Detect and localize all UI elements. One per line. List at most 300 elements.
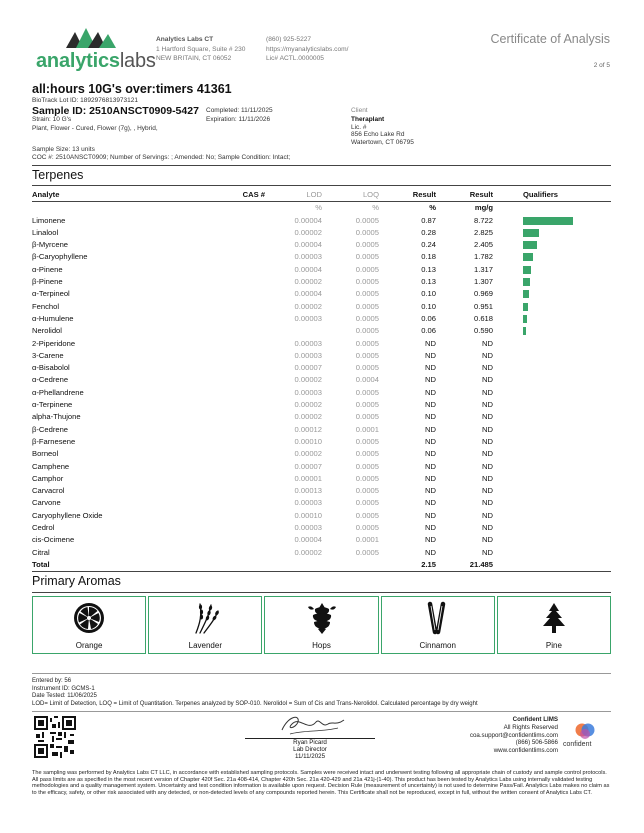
analyte-cell: β-Myrcene [32, 240, 69, 250]
lavender-icon [188, 601, 222, 635]
analyte-cell: Camphor [32, 473, 64, 483]
table-row [32, 350, 611, 362]
lab-logo [36, 26, 156, 74]
lod-cell: 0.00002 [294, 412, 322, 422]
result-cell: ND [425, 498, 436, 508]
result-mg-cell: 8.722 [473, 215, 493, 225]
lims-email-link[interactable]: coa.support@confidentlims.com [469, 731, 558, 739]
table-row [32, 227, 611, 239]
cas-cell [187, 461, 265, 473]
unit-result: % [429, 203, 436, 213]
qualifier-cell [493, 411, 611, 423]
loq-cell: 0.0005 [355, 240, 379, 250]
qr-code-icon[interactable] [34, 716, 76, 758]
lod-cell [265, 325, 322, 337]
result-cell: ND [425, 486, 436, 496]
analyte-cell: Citral [32, 547, 50, 557]
loq-cell: 0.0005 [355, 338, 379, 348]
result-bar [523, 253, 533, 261]
lod-cell: 0.00002 [294, 375, 322, 385]
col-qualifiers: Qualifiers [493, 189, 611, 202]
col-loq: LOQ [322, 189, 379, 202]
result-cell: 0.10 [421, 301, 436, 311]
loq-cell: 0.0005 [355, 301, 379, 311]
lab-address: Analytics Labs CT 1 Hartford Square, Suite # 230 NEW BRITAIN, CT 06052 [156, 36, 246, 62]
col-result: Result [379, 189, 436, 202]
lod-cell: 0.00002 [294, 547, 322, 557]
lod-cell: 0.00004 [294, 535, 322, 545]
result-mg-cell: 1.317 [473, 264, 493, 274]
result-cell: 0.06 [421, 326, 436, 336]
lod-cell: 0.00002 [294, 400, 322, 410]
lod-cell: 0.00002 [294, 301, 322, 311]
empty-cell [265, 559, 322, 572]
result-mg-cell: ND [482, 461, 493, 471]
table-row [32, 461, 611, 473]
loq-cell: 0.0005 [355, 400, 379, 410]
product-details: Strain: 10 G's Plant, Flower - Cured, Flower (7g), , Hybrid, [32, 116, 158, 132]
result-mg-cell: ND [482, 473, 493, 483]
qualifier-cell [493, 485, 611, 497]
qualifier-cell [493, 399, 611, 411]
lod-cell: 0.00007 [294, 363, 322, 373]
analyte-cell: α-Pinene [32, 264, 63, 274]
cas-cell [187, 534, 265, 546]
result-mg-cell: 1.782 [473, 252, 493, 262]
lod-cell: 0.00003 [294, 498, 322, 508]
table-row [32, 485, 611, 497]
cas-cell [187, 522, 265, 534]
result-cell: ND [425, 461, 436, 471]
lod-cell: 0.00007 [294, 461, 322, 471]
lod-cell: 0.00003 [294, 523, 322, 533]
qualifier-cell [493, 374, 611, 386]
analyte-cell: α-Cedrene [32, 375, 69, 385]
result-cell: 0.06 [421, 313, 436, 323]
cas-cell [187, 424, 265, 436]
table-row [32, 288, 611, 300]
col-lod: LOD [265, 189, 322, 202]
cas-cell [187, 497, 265, 509]
result-mg-cell: ND [482, 523, 493, 533]
aroma-card-orange [32, 596, 146, 654]
logo-mountains-icon [66, 26, 116, 50]
analyte-cell: β-Pinene [32, 277, 63, 287]
result-cell: 0.13 [421, 264, 436, 274]
lod-cell: 0.00004 [294, 289, 322, 299]
result-cell: 0.28 [421, 227, 436, 237]
loq-cell: 0.0005 [355, 326, 379, 336]
table-row [32, 338, 611, 350]
biotrack-lot-id: BioTrack Lot ID: 1892976813973121 [32, 97, 139, 104]
result-bar [523, 266, 531, 274]
cas-cell [187, 374, 265, 386]
qualifier-cell [493, 288, 611, 300]
sample-id: Sample ID: 2510ANSCT0909-5427 [32, 105, 199, 117]
analyte-cell: α-Humulene [32, 313, 74, 323]
pine-tree-icon [537, 601, 571, 635]
result-bar [523, 278, 530, 286]
qualifier-cell [493, 350, 611, 362]
lab-contact: (860) 925-5227 https://myanalyticslabs.com/ Lic# ACTL.0000005 [266, 36, 349, 62]
qualifier-cell [493, 547, 611, 559]
terpenes-table [32, 189, 611, 572]
result-cell: ND [425, 436, 436, 446]
total-result: 2.15 [379, 559, 436, 572]
loq-cell: 0.0005 [355, 473, 379, 483]
analyte-cell: Carvone [32, 498, 61, 508]
table-row [32, 301, 611, 313]
aroma-label: Pine [545, 641, 562, 650]
terpenes-section-title: Terpenes [32, 168, 84, 182]
cas-cell [187, 387, 265, 399]
qualifier-cell [493, 534, 611, 546]
total-label: Total [32, 559, 187, 572]
result-mg-cell: ND [482, 412, 493, 422]
qualifier-cell [493, 338, 611, 350]
aroma-card-pine [497, 596, 611, 654]
qualifier-cell [493, 436, 611, 448]
result-cell: 0.10 [421, 289, 436, 299]
coc-info: COC #: 2510ANSCT0909; Number of Servings: ; Amended: No; Sample Condition: Intact; [32, 154, 291, 161]
result-mg-cell: ND [482, 449, 493, 459]
divider [32, 165, 611, 166]
qualifier-cell [493, 276, 611, 288]
result-mg-cell: ND [482, 363, 493, 373]
lod-cell: 0.00001 [294, 473, 322, 483]
result-cell: ND [425, 350, 436, 360]
result-mg-cell: ND [482, 547, 493, 557]
loq-cell: 0.0005 [355, 289, 379, 299]
qualifier-cell [493, 473, 611, 485]
result-mg-cell: ND [482, 400, 493, 410]
loq-cell: 0.0005 [355, 215, 379, 225]
qualifier-cell [493, 424, 611, 436]
cas-cell [187, 276, 265, 288]
loq-cell: 0.0005 [355, 523, 379, 533]
aroma-card-lavender [148, 596, 262, 654]
analyte-cell: Limonene [32, 215, 66, 225]
cas-cell [187, 288, 265, 300]
total-row [32, 559, 611, 572]
aromas-grid [32, 596, 611, 654]
divider [32, 673, 611, 674]
lod-cell: 0.00013 [294, 486, 322, 496]
result-mg-cell: 0.951 [473, 301, 493, 311]
lod-cell: 0.00003 [294, 387, 322, 397]
lod-cell: 0.00002 [294, 227, 322, 237]
result-cell: ND [425, 449, 436, 459]
table-row [32, 399, 611, 411]
table-row [32, 547, 611, 559]
table-row [32, 522, 611, 534]
qualifier-cell [493, 301, 611, 313]
result-bar [523, 303, 528, 311]
loq-cell: 0.0005 [355, 387, 379, 397]
cas-cell [187, 510, 265, 522]
qualifier-cell [493, 215, 611, 227]
cas-cell [187, 251, 265, 263]
analyte-cell: α-Terpinene [32, 400, 73, 410]
analyte-cell: β-Farnesene [32, 436, 76, 446]
cas-cell [187, 485, 265, 497]
product-dates: Completed: 11/11/2025 Expiration: 11/11/2026 [206, 107, 273, 123]
lod-cell: 0.00004 [294, 215, 322, 225]
table-row [32, 436, 611, 448]
analyte-cell: 3-Carene [32, 350, 64, 360]
result-mg-cell: ND [482, 424, 493, 434]
analyte-cell: cis-Ocimene [32, 535, 75, 545]
loq-cell: 0.0005 [355, 461, 379, 471]
hops-icon [305, 601, 339, 635]
analyte-cell: α-Bisabolol [32, 363, 70, 373]
table-row [32, 325, 611, 337]
result-bar [523, 327, 526, 335]
signature-image [278, 712, 348, 738]
loq-cell: 0.0005 [355, 449, 379, 459]
result-cell: 0.87 [421, 215, 436, 225]
cas-cell [187, 301, 265, 313]
loq-cell: 0.0005 [355, 227, 379, 237]
signer-info: Ryan Picard Lab Director 11/11/2025 [293, 739, 327, 761]
qualifier-cell [493, 325, 611, 337]
result-mg-cell: 2.825 [473, 227, 493, 237]
col-cas: CAS # [187, 189, 265, 202]
empty-cell [187, 559, 265, 572]
result-cell: ND [425, 363, 436, 373]
cas-cell [187, 448, 265, 460]
loq-cell: 0.0005 [355, 436, 379, 446]
result-bar [523, 241, 537, 249]
lod-cell: 0.00010 [294, 510, 322, 520]
lod-cell: 0.00003 [294, 350, 322, 360]
analyte-cell: Caryophyllene Oxide [32, 510, 103, 520]
aroma-label: Orange [75, 641, 103, 650]
result-bar [523, 217, 573, 225]
loq-cell: 0.0005 [355, 412, 379, 422]
client-info: Theraplant Lic. # 856 Echo Lake Rd Watertown, CT 06795 [351, 116, 414, 146]
loq-cell: 0.0005 [355, 547, 379, 557]
lod-cell: 0.00004 [294, 240, 322, 250]
table-row [32, 448, 611, 460]
table-row [32, 239, 611, 251]
empty-cell [493, 559, 611, 572]
col-result-mg: Result [436, 189, 493, 202]
result-mg-cell: ND [482, 387, 493, 397]
confident-logo-icon [566, 721, 606, 753]
analyte-cell: Camphene [32, 461, 70, 471]
divider [32, 185, 611, 186]
result-mg-cell: ND [482, 535, 493, 545]
result-cell: ND [425, 400, 436, 410]
loq-cell: 0.0005 [355, 498, 379, 508]
table-row [32, 362, 611, 374]
lab-website-link[interactable]: https://myanalyticslabs.com/ [266, 45, 349, 53]
table-row [32, 387, 611, 399]
result-mg-cell: 0.590 [473, 326, 493, 336]
analyte-cell: α-Terpineol [32, 289, 70, 299]
qualifier-cell [493, 387, 611, 399]
lims-info: Confident LIMS All Rights Reserved coa.support@confidentlims.com (866) 506-5866 www.confidentlims.com [469, 716, 558, 755]
lims-website-link[interactable]: www.confidentlims.com [493, 747, 558, 755]
table-row [32, 411, 611, 423]
units-row [32, 202, 611, 215]
result-cell: ND [425, 387, 436, 397]
table-row [32, 264, 611, 276]
aroma-card-cinnamon [381, 596, 495, 654]
cas-cell [187, 239, 265, 251]
table-row [32, 374, 611, 386]
result-mg-cell: 0.618 [473, 313, 493, 323]
cas-cell [187, 215, 265, 227]
table-row [32, 313, 611, 325]
result-mg-cell: ND [482, 436, 493, 446]
analyte-cell: Carvacrol [32, 486, 65, 496]
table-row [32, 276, 611, 288]
qualifier-cell [493, 251, 611, 263]
lod-cell: 0.00002 [294, 277, 322, 287]
lod-cell: 0.00012 [294, 424, 322, 434]
lod-cell: 0.00003 [294, 313, 322, 323]
qualifier-cell [493, 362, 611, 374]
result-cell: ND [425, 535, 436, 545]
analyte-cell: Linalool [32, 227, 59, 237]
cas-cell [187, 313, 265, 325]
cas-cell [187, 436, 265, 448]
result-mg-cell: ND [482, 350, 493, 360]
document-title: Certificate of Analysis [490, 32, 610, 46]
analyte-cell: Fenchol [32, 301, 60, 311]
lod-cell: 0.00004 [294, 264, 322, 274]
empty-cell [322, 559, 379, 572]
cas-cell [187, 362, 265, 374]
aroma-label: Hops [312, 641, 331, 650]
result-bar [523, 315, 527, 323]
result-cell: 0.13 [421, 277, 436, 287]
cas-cell [187, 473, 265, 485]
loq-cell: 0.0005 [355, 313, 379, 323]
aroma-card-hops [264, 596, 378, 654]
cas-cell [187, 411, 265, 423]
result-cell: ND [425, 473, 436, 483]
loq-cell: 0.0005 [355, 264, 379, 274]
result-mg-cell: ND [482, 375, 493, 385]
cas-cell [187, 227, 265, 239]
result-mg-cell: ND [482, 510, 493, 520]
result-mg-cell: ND [482, 486, 493, 496]
qualifier-cell [493, 264, 611, 276]
cas-cell [187, 264, 265, 276]
result-bar [523, 290, 529, 298]
lod-cell: 0.00003 [294, 252, 322, 262]
table-row [32, 534, 611, 546]
result-cell: ND [425, 510, 436, 520]
qualifier-cell [493, 510, 611, 522]
loq-cell: 0.0005 [355, 363, 379, 373]
loq-cell: 0.0005 [355, 350, 379, 360]
qualifier-cell [493, 239, 611, 251]
cas-cell [187, 399, 265, 411]
table-row [32, 215, 611, 227]
aroma-label: Lavender [188, 641, 222, 650]
page-number: 2 of 5 [593, 62, 610, 69]
result-mg-cell: 0.969 [473, 289, 493, 299]
aromas-section-title: Primary Aromas [32, 574, 121, 588]
total-mg: 21.485 [436, 559, 493, 572]
analyte-cell: Cedrol [32, 523, 55, 533]
qualifier-cell [493, 448, 611, 460]
qualifier-cell [493, 461, 611, 473]
result-mg-cell: ND [482, 338, 493, 348]
lod-cell: 0.00010 [294, 436, 322, 446]
analyte-cell: alpha-Thujone [32, 412, 81, 422]
col-analyte: Analyte [32, 189, 187, 202]
analyte-cell: 2-Piperidone [32, 338, 76, 348]
loq-cell: 0.0005 [355, 486, 379, 496]
analyte-cell: α-Phellandrene [32, 387, 84, 397]
header [0, 0, 644, 78]
orange-slice-icon [72, 601, 106, 635]
result-cell: 0.18 [421, 252, 436, 262]
lod-cell: 0.00002 [294, 449, 322, 459]
table-row [32, 251, 611, 263]
sample-size: Sample Size: 13 units [32, 146, 95, 153]
cas-cell [187, 547, 265, 559]
qualifier-cell [493, 522, 611, 534]
loq-cell: 0.0001 [355, 535, 379, 545]
divider [32, 592, 611, 593]
result-cell: ND [425, 547, 436, 557]
table-row [32, 424, 611, 436]
result-mg-cell: 1.307 [473, 277, 493, 287]
result-mg-cell: ND [482, 498, 493, 508]
unit-lod: % [315, 203, 322, 213]
aroma-label: Cinnamon [419, 641, 456, 650]
client-label: Client [351, 107, 368, 114]
analyte-cell: β-Caryophyllene [32, 252, 88, 262]
qualifier-cell [493, 497, 611, 509]
result-cell: ND [425, 375, 436, 385]
product-title: all:hours 10G's over:timers 41361 [32, 82, 232, 96]
result-bar [523, 229, 539, 237]
table-row [32, 473, 611, 485]
qualifier-cell [493, 313, 611, 325]
loq-cell: 0.0005 [355, 510, 379, 520]
unit-loq: % [372, 203, 379, 213]
disclaimer-text: The sampling was performed by Analytics Labs CT LLC, in accordance with established sampling protocols. Samples were received intact and underwent testing following all appropriate chain of custody and sample control protocols. All pass limits are as specified in the most recent version of Chapter 420f Sec. 21a 408-414, Chapter 420h Sec. 21a 420-429 and 21a 421j-(1-40). This product has been tested by Analytics Labs using internally validated testing methodologies and a quality management system. Uncertainty and test condition information is available upon request. Decision Rule (measurement of uncertainty) is not used to determine Pass/Fail. Analytics Labs makes no claim as to the efficacy, safety, or other risk associated with any detected, or non-detected levels of any compounds reported herein. This Certificate shall not be reproduced, except in full, without the written consent of Analytics Labs CT. [32, 770, 610, 796]
loq-cell: 0.0004 [355, 375, 379, 385]
cas-cell [187, 350, 265, 362]
result-cell: ND [425, 523, 436, 533]
cas-cell [187, 325, 265, 337]
qualifier-cell [493, 227, 611, 239]
analyte-cell: Nerolidol [32, 326, 62, 336]
table-row [32, 497, 611, 509]
result-cell: ND [425, 412, 436, 422]
cinnamon-icon [421, 601, 455, 635]
result-cell: ND [425, 338, 436, 348]
logo-wordmark: analyticslabs [36, 50, 156, 72]
lod-cell: 0.00003 [294, 338, 322, 348]
unit-mg: mg/g [474, 203, 493, 213]
analyte-cell: Borneol [32, 449, 59, 459]
test-notes: Entered by: 56 Instrument ID: GCMS-1 Date Tested: 11/06/2025 LOD= Limit of Detection, LOQ = Limit of Quantitation. Terpenes analyzed by SOP-010. Nerolidol = Sum of Cis and Trans-Nerolidol. Calculated percentage by dry weight [32, 678, 478, 707]
loq-cell: 0.0005 [355, 277, 379, 287]
result-mg-cell: 2.405 [473, 240, 493, 250]
result-cell: 0.24 [421, 240, 436, 250]
table-header-row [32, 189, 611, 202]
confident-wordmark: confident [563, 741, 592, 748]
